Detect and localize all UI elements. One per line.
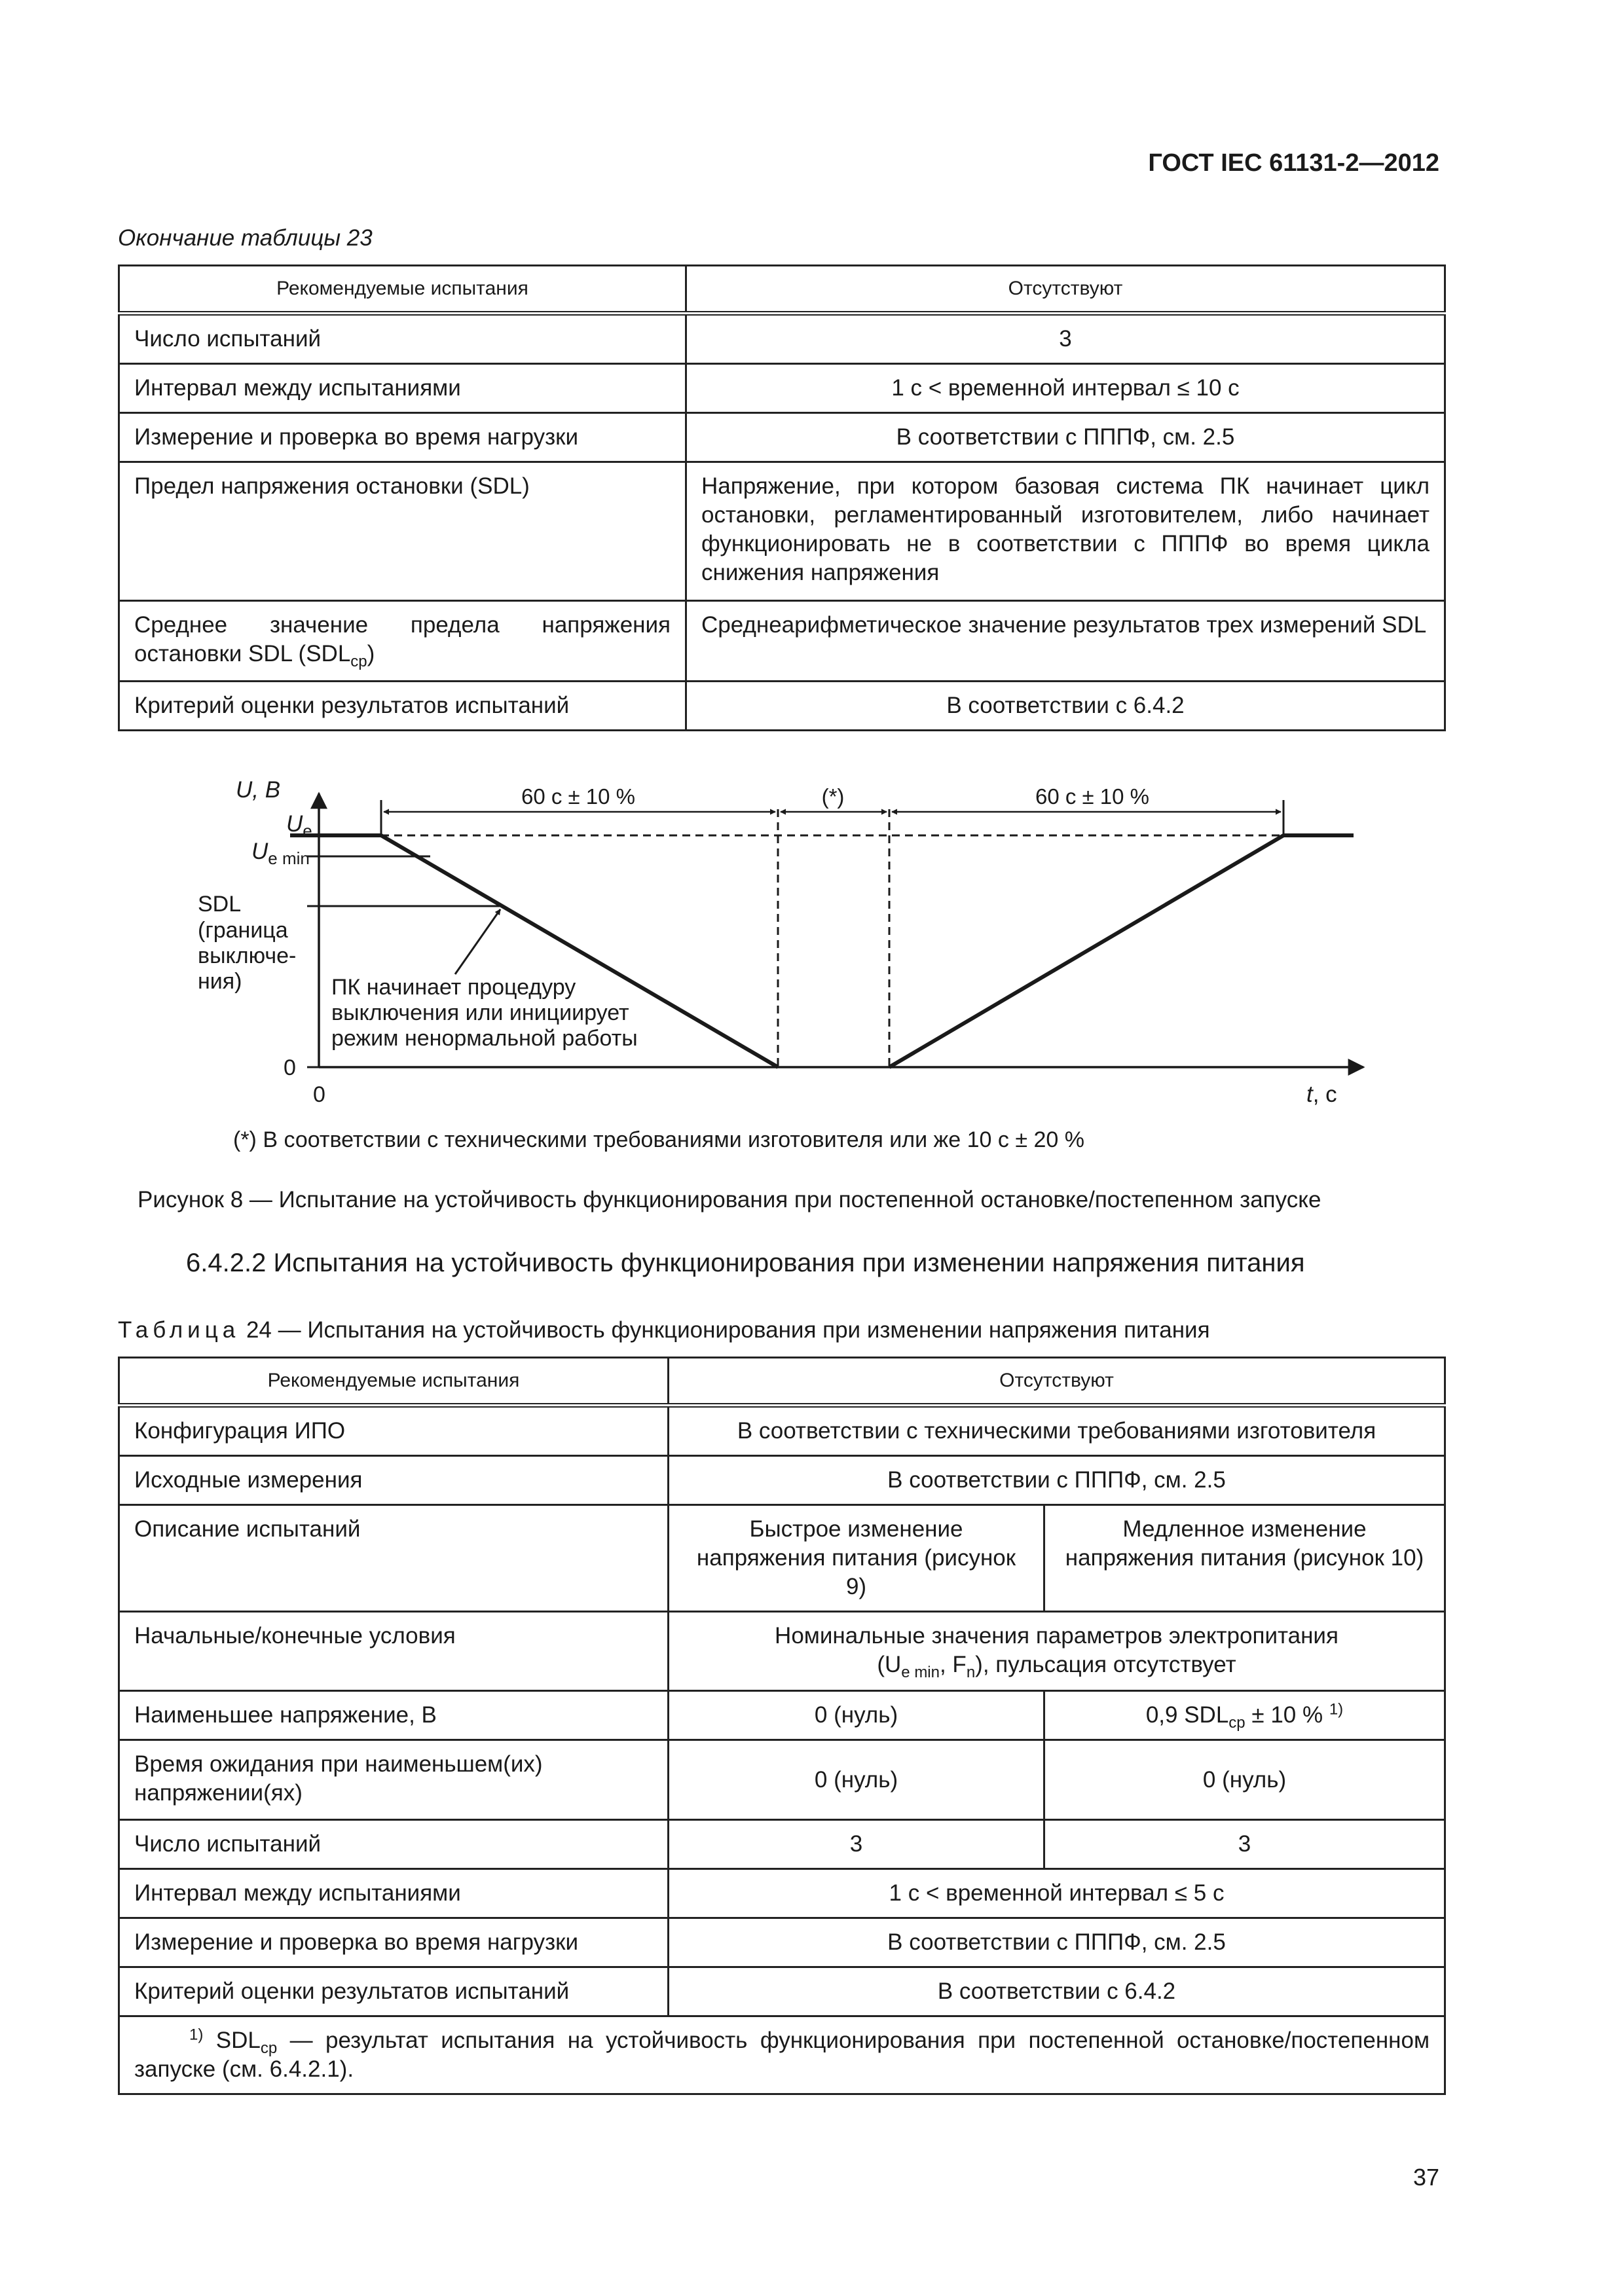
table-row <box>119 1691 1445 1740</box>
figure-8-diagram <box>0 753 1624 1172</box>
row-value: 0 (нуль) <box>669 1740 1044 1820</box>
row-label: Число испытаний <box>119 1820 669 1869</box>
sdl-label: SDL (граница выключе- ния) <box>198 892 297 994</box>
x-axis-label: t, с <box>1306 1082 1337 1107</box>
table-row <box>119 1406 1445 1456</box>
voltage-profile-ramp-up <box>889 835 1354 1067</box>
row-label: Описание испытаний <box>119 1505 669 1612</box>
row-label: Измерение и проверка во время нагрузки <box>119 413 686 462</box>
x-zero-label: 0 <box>313 1082 325 1107</box>
row-label: Конфигурация ИПО <box>119 1406 669 1456</box>
table-row <box>119 1869 1445 1918</box>
y-zero-label: 0 <box>284 1055 296 1080</box>
document-header: ГОСТ IEC 61131-2—2012 <box>1148 149 1439 177</box>
table-footnote-row <box>119 2016 1445 2094</box>
header-cell: Рекомендуемые испытания <box>119 1358 669 1406</box>
ue-label: $U_e$ <box>286 811 312 841</box>
row-value: 3 <box>1044 1820 1445 1869</box>
section-title: 6.4.2.2 Испытания на устойчивость функционирования при изменении напряжения питания <box>186 1248 1305 1277</box>
row-label: Начальные/конечные условия <box>119 1612 669 1691</box>
table-row <box>119 413 1445 462</box>
row-label: Предел напряжения остановки (SDL) <box>119 462 686 601</box>
row-value: 1 с < временной интервал ≤ 10 с <box>686 364 1445 413</box>
table-row <box>119 364 1445 413</box>
uemin-label: $U_{e min}$ <box>251 839 310 868</box>
figure-8-caption: Рисунок 8 — Испытание на устойчивость функционирования при постепенной остановке/постепенном запуске <box>138 1187 1321 1212</box>
table-row <box>119 1740 1445 1820</box>
header-cell: Отсутствуют <box>686 266 1445 314</box>
table-row <box>119 1820 1445 1869</box>
table-24-caption: Таблица 24 — Испытания на устойчивость функционирования при изменении напряжения питания <box>118 1317 1210 1343</box>
y-axis-label: U, В <box>236 777 281 803</box>
figure-footnote: (*) В соответствии с техническими требованиями изготовителя или же 10 с ± 20 % <box>233 1127 1084 1152</box>
table-footnote: $^{1)}$ $SDL_{ср}$ — результат испытания на устойчивость функционирования при постепенной остановке/постепенном запуске (см. 6.4.2.1). <box>119 2016 1445 2094</box>
table-23 <box>118 264 1446 731</box>
table-row <box>119 682 1445 731</box>
interval-label-mid: (*) <box>821 784 845 809</box>
header-cell: Рекомендуемые испытания <box>119 266 686 314</box>
row-value: В соответствии с 6.4.2 <box>686 682 1445 731</box>
table-row <box>119 601 1445 682</box>
row-value: Медленное изменение напряжения питания (рисунок 10) <box>1044 1505 1445 1612</box>
row-value: В соответствии с техническими требованиями изготовителя <box>669 1406 1445 1456</box>
row-value: Номинальные значения параметров электропитания ($U_{e min}$, $F_n$), пульсация отсутствует <box>669 1612 1445 1691</box>
row-value: Напряжение, при котором базовая система ПК начинает цикл остановки, регламентированный изготовителем, либо начинает функционировать не в соответствии с ПППФ во время цикла снижения напряжения <box>686 462 1445 601</box>
interval-label-1: 60 с ± 10 % <box>521 784 636 809</box>
table-row <box>119 1918 1445 1967</box>
row-value: В соответствии с ПППФ, см. 2.5 <box>669 1456 1445 1505</box>
table-header-row <box>119 1358 1445 1406</box>
row-value: В соответствии с ПППФ, см. 2.5 <box>669 1918 1445 1967</box>
row-label: Интервал между испытаниями <box>119 1869 669 1918</box>
header-cell: Отсутствуют <box>669 1358 1445 1406</box>
row-value: 0,9 $SDL_{ср} \pm 10$ % $^{1)}$ <box>1044 1691 1445 1740</box>
row-value: Среднеарифметическое значение результатов трех измерений SDL <box>686 601 1445 682</box>
table-row <box>119 1612 1445 1691</box>
row-value: Быстрое изменение напряжения питания (рисунок 9) <box>669 1505 1044 1612</box>
row-label: Интервал между испытаниями <box>119 364 686 413</box>
row-value: В соответствии с 6.4.2 <box>669 1967 1445 2016</box>
row-value: 1 с < временной интервал ≤ 5 с <box>669 1869 1445 1918</box>
table-row <box>119 462 1445 601</box>
interval-label-2: 60 с ± 10 % <box>1035 784 1150 809</box>
row-value: 3 <box>686 314 1445 364</box>
table-23-caption: Окончание таблицы 23 <box>118 225 373 251</box>
row-label: Среднее значение предела напряжения остановки SDL $(SDL_{ср})$ <box>119 601 686 682</box>
table-row <box>119 1456 1445 1505</box>
row-label: Время ожидания при наименьшем(их) напряжении(ях) <box>119 1740 669 1820</box>
row-label: Критерий оценки результатов испытаний <box>119 1967 669 2016</box>
row-label: Наименьшее напряжение, В <box>119 1691 669 1740</box>
row-value: 3 <box>669 1820 1044 1869</box>
row-label: Критерий оценки результатов испытаний <box>119 682 686 731</box>
row-label: Измерение и проверка во время нагрузки <box>119 1918 669 1967</box>
table-row <box>119 314 1445 364</box>
table-24 <box>118 1357 1446 2095</box>
row-value: В соответствии с ПППФ, см. 2.5 <box>686 413 1445 462</box>
annotation-text: ПК начинает процедуру выключения или инициирует режим ненормальной работы <box>331 975 638 1051</box>
row-label: Исходные измерения <box>119 1456 669 1505</box>
table-header-row <box>119 266 1445 314</box>
table-row <box>119 1505 1445 1612</box>
annotation-arrow <box>455 909 500 974</box>
row-value: 0 (нуль) <box>1044 1740 1445 1820</box>
row-value: 0 (нуль) <box>669 1691 1044 1740</box>
table-row <box>119 1967 1445 2016</box>
row-label: Число испытаний <box>119 314 686 364</box>
page-number: 37 <box>1412 2164 1439 2191</box>
